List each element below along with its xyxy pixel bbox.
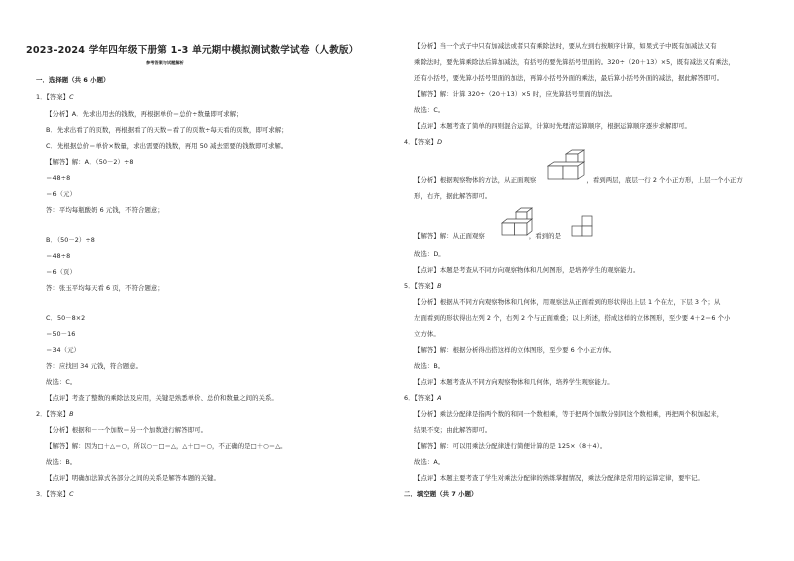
- analysis-line: [414, 176, 743, 184]
- analysis-line: 【分析】根据和－一个加数＝另一个加数进行解答即可。: [46, 426, 208, 434]
- answer-value: B: [69, 410, 74, 418]
- answer-tag: 【答案】: [46, 93, 70, 101]
- solution-line: ＝48÷8: [46, 174, 71, 182]
- analysis-line: 还有小括号，要先算小括号里面的加法，再算小括号外面的乘法，最后算小括号外面的减法，据此解答即可。: [414, 74, 724, 82]
- solution-line: 答：应找回 34 元钱，符合题意。: [46, 362, 143, 370]
- analysis-line: C．先根据总价＝单价×数量，求出需要的钱数，再用 50 减去需要的钱数即可求解。: [46, 142, 288, 150]
- answer-value: C: [69, 93, 74, 101]
- question-number: 4．: [404, 138, 415, 146]
- answer-tag: 【答案】: [46, 410, 70, 418]
- question-number: 2．: [36, 410, 47, 418]
- question-2-answer: [36, 410, 74, 418]
- comment-line: 【点评】本题主要考查了学生对乘法分配律的熟练掌握情况，乘法分配律是常用的运算定律，要牢记。: [414, 474, 704, 482]
- solution-line: 故选：B。: [46, 458, 77, 466]
- comment-line: 【点评】本题是考查从不同方向观察物体和几何图形，是培养学生的观察能力。: [414, 266, 640, 274]
- question-number: 6．: [404, 394, 415, 402]
- answer-value: A: [437, 394, 442, 402]
- solution-line: 故选：C。: [46, 378, 77, 386]
- answer-tag: 【答案】: [414, 282, 438, 290]
- question-4-answer: [404, 138, 442, 146]
- analysis-line: 【分析】当一个式子中只有加减法或者只有乘除法时，要从左到右按顺序计算，如果式子中既有加减法又有: [414, 42, 717, 50]
- solution-line: 【解答】解：因为□＋△＝○，所以○－□＝△，△＋□＝○，不正确的是□＋○＝△。: [46, 442, 287, 450]
- question-number: 5．: [404, 282, 415, 290]
- solution-line: ＝48÷8: [46, 252, 71, 260]
- answer-value: B: [437, 282, 442, 290]
- solution-line: 故选：B。: [414, 362, 445, 370]
- analysis-text: 【分析】根据观察物体的方法，从正面观察: [414, 176, 537, 184]
- solution-line: B．（50－2）÷8: [46, 236, 95, 244]
- solution-line: ＝34（元）: [46, 346, 80, 354]
- solution-line: 【解答】解：A．（50－2）÷8: [46, 158, 134, 166]
- analysis-line: 【分析】根据从不同方向观察物体和几何体，用观察法从正面看到的形状得出上层 1 个在左，下层 3 个；从: [414, 298, 721, 306]
- solution-line: ＝6（页）: [46, 268, 76, 276]
- analysis-line: 结果不变；由此解答即可。: [414, 426, 492, 434]
- solution-line: 故选：D。: [414, 250, 445, 258]
- comment-line: 【点评】考查了整数的乘除法及应用，关键是熟悉单价、总价和数量之间的关系。: [46, 394, 278, 402]
- analysis-text: ，看到两层，底层一行 2 个小正方形，上层一个小正方: [586, 176, 743, 184]
- question-5-answer: [404, 282, 442, 290]
- front-view-drawing: [570, 214, 596, 238]
- page-subtitle: 参考答案与试题解析: [146, 60, 184, 65]
- solution-line: [414, 232, 561, 240]
- question-number: 1．: [36, 93, 47, 101]
- front-view-figure: [570, 214, 596, 238]
- answer-tag: 【答案】: [414, 138, 438, 146]
- question-number: 3．: [36, 490, 47, 498]
- solution-text: 【解答】解：从正面观察: [414, 232, 485, 240]
- question-6-answer: [404, 394, 442, 402]
- solution-line: 【解答】解：可以用乘法分配律进行简便计算的是 125×（8＋4）。: [414, 442, 607, 450]
- answer-tag: 【答案】: [414, 394, 438, 402]
- analysis-line: 【分析】乘法分配律是指两个数的和同一个数相乘，等于把两个加数分别同这个数相乘，再把两个积加起来，: [414, 410, 724, 418]
- comment-line: 【点评】明确加法算式各部分之间的关系是解答本题的关键。: [46, 474, 220, 482]
- solution-text: ，看到的是: [528, 232, 562, 240]
- analysis-line: 立方体。: [414, 330, 440, 338]
- page-title: 2023-2024 学年四年级下册第 1-3 单元期中模拟测试数学试卷（人教版）: [26, 45, 359, 56]
- section-heading: 一．选择题（共 6 小题）: [36, 76, 110, 84]
- solution-line: ＝50－16: [46, 330, 76, 338]
- comment-line: 【点评】本题考查了简单的四则混合运算，计算时先理清运算顺序，根据运算顺序逐步求解即可。: [414, 122, 691, 130]
- answer-value: C: [69, 490, 74, 498]
- analysis-line: 形，右齐，据此解答即可。: [414, 192, 492, 200]
- solution-line: 故选：C。: [414, 106, 445, 114]
- solution-line: ＝6（元）: [46, 190, 76, 198]
- answer-value: D: [437, 138, 443, 146]
- solution-line: 故选：A。: [414, 458, 445, 466]
- question-1-answer: [36, 93, 74, 101]
- question-3-answer: [36, 490, 74, 498]
- answer-tag: 【答案】: [46, 490, 70, 498]
- solution-line: 【解答】解：根据分析得出搭这样的立体图形，至少要 6 个小正方体。: [414, 346, 616, 354]
- analysis-line: 乘除法时，要先算乘除法后算加减法，有括号的要先算括号里面的。320÷（20＋13）×5，既有减法又有乘法，: [414, 58, 735, 66]
- analysis-line: B．先求出看了的页数，再根据看了的天数＝看了的页数÷每天看的页数，即可求解；: [46, 126, 288, 134]
- solution-line: 【解答】解：计算 320÷（20＋13）×5 时，应先算括号里面的加法。: [414, 90, 617, 98]
- analysis-line: 左面看到的形状得出左列 2 个，右列 2 个与正面重叠；以上所述，搭成这样的立体图形，至少要 4＋2＝6 个小: [414, 314, 731, 322]
- solution-line: 答：张玉平均每天看 6 页，不符合题意；: [46, 284, 164, 292]
- comment-line: 【点评】本题考查从不同方向观察物体和几何体，培养学生观察能力。: [414, 378, 614, 386]
- solution-line: C．50－8×2: [46, 314, 86, 322]
- section-heading: 二．填空题（共 7 小题）: [404, 490, 478, 498]
- solution-line: 答：平均每瓶酸奶 6 元钱，不符合题意；: [46, 206, 164, 214]
- analysis-line: 【分析】A．先求出用去的钱数，再根据单价＝总价÷数量即可求解；: [46, 110, 243, 118]
